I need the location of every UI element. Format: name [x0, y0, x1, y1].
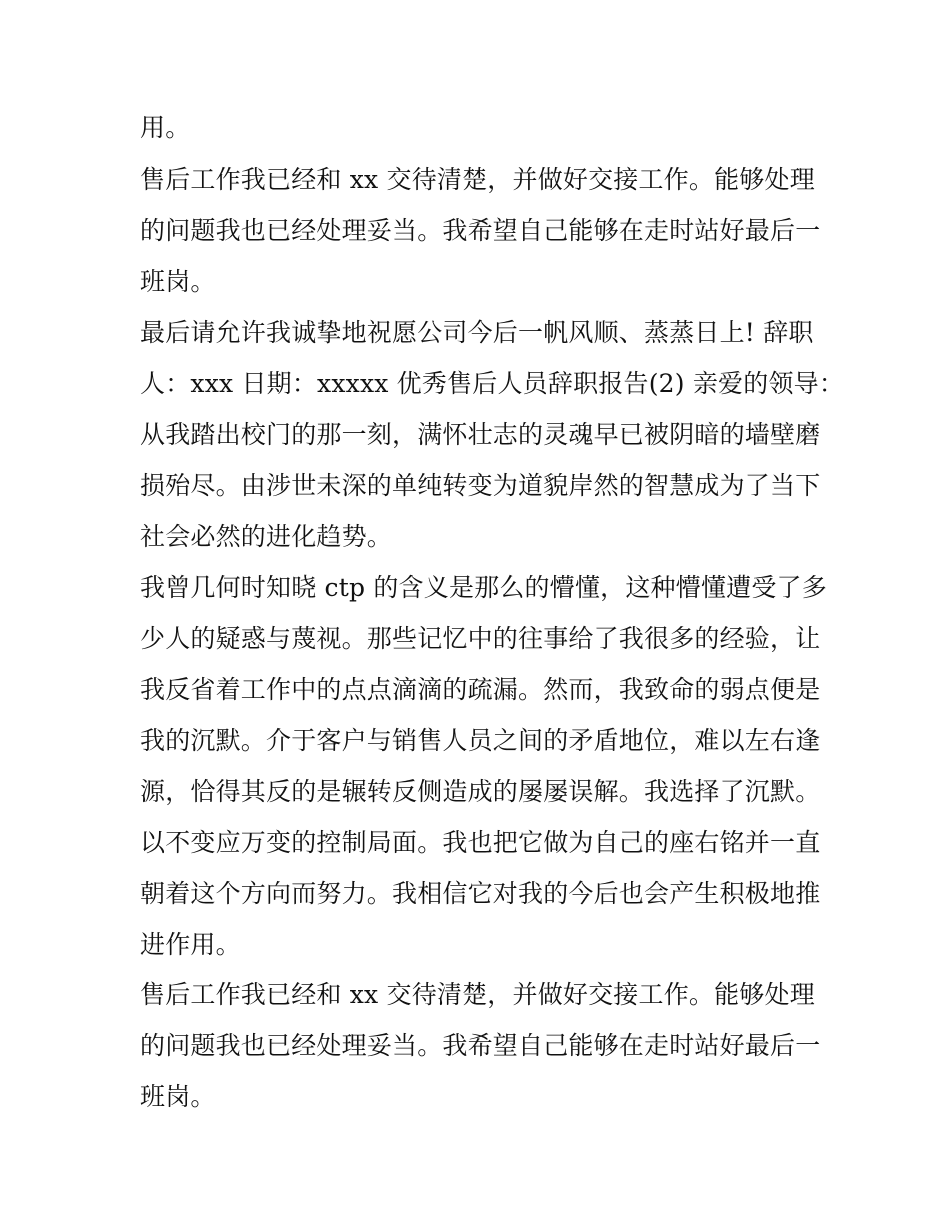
paragraph-line: 用。 [140, 113, 191, 142]
paragraph-line: 的问题我也已经处理妥当。我希望自己能够在走时站好最后一 [140, 216, 821, 245]
paragraph-line: 的问题我也已经处理妥当。我希望自己能够在走时站好最后一 [140, 1031, 821, 1060]
paragraph-line: 售后工作我已经和 xx 交待清楚，并做好交接工作。能够处理 [140, 980, 815, 1009]
paragraph-line: 我反省着工作中的点点滴滴的疏漏。然而，我致命的弱点便是 [140, 675, 821, 704]
paragraph-line: 源，恰得其反的是辗转反侧造成的屡屡误解。我选择了沉默。 [140, 777, 821, 806]
paragraph-line: 我的沉默。介于客户与销售人员之间的矛盾地位，难以左右逢 [140, 726, 821, 755]
paragraph-line: 朝着这个方向而努力。我相信它对我的今后也会产生积极地推 [140, 879, 821, 908]
paragraph-line: 人：xxx 日期：xxxxx 优秀售后人员辞职报告(2) 亲爱的领导： [140, 369, 845, 398]
paragraph-line: 损殆尽。由涉世未深的单纯转变为道貌岸然的智慧成为了当下 [140, 471, 821, 500]
paragraph-line: 少人的疑惑与蔑视。那些记忆中的往事给了我很多的经验，让 [140, 624, 821, 653]
paragraph-line: 我曾几何时知晓 ctp 的含义是那么的懵懂，这种懵懂遭受了多 [140, 573, 827, 602]
paragraph-line: 从我踏出校门的那一刻，满怀壮志的灵魂早已被阴暗的墙壁磨 [140, 420, 821, 449]
paragraph-line: 售后工作我已经和 xx 交待清楚，并做好交接工作。能够处理 [140, 165, 815, 194]
paragraph-line: 最后请允许我诚挚地祝愿公司今后一帆风顺、蒸蒸日上! 辞职 [140, 318, 814, 347]
paragraph-line: 以不变应万变的控制局面。我也把它做为自己的座右铭并一直 [140, 828, 821, 857]
paragraph-line: 社会必然的进化趋势。 [140, 522, 393, 551]
paragraph-line: 班岗。 [140, 1082, 216, 1111]
paragraph-line: 班岗。 [140, 267, 216, 296]
paragraph-line: 进作用。 [140, 930, 241, 959]
